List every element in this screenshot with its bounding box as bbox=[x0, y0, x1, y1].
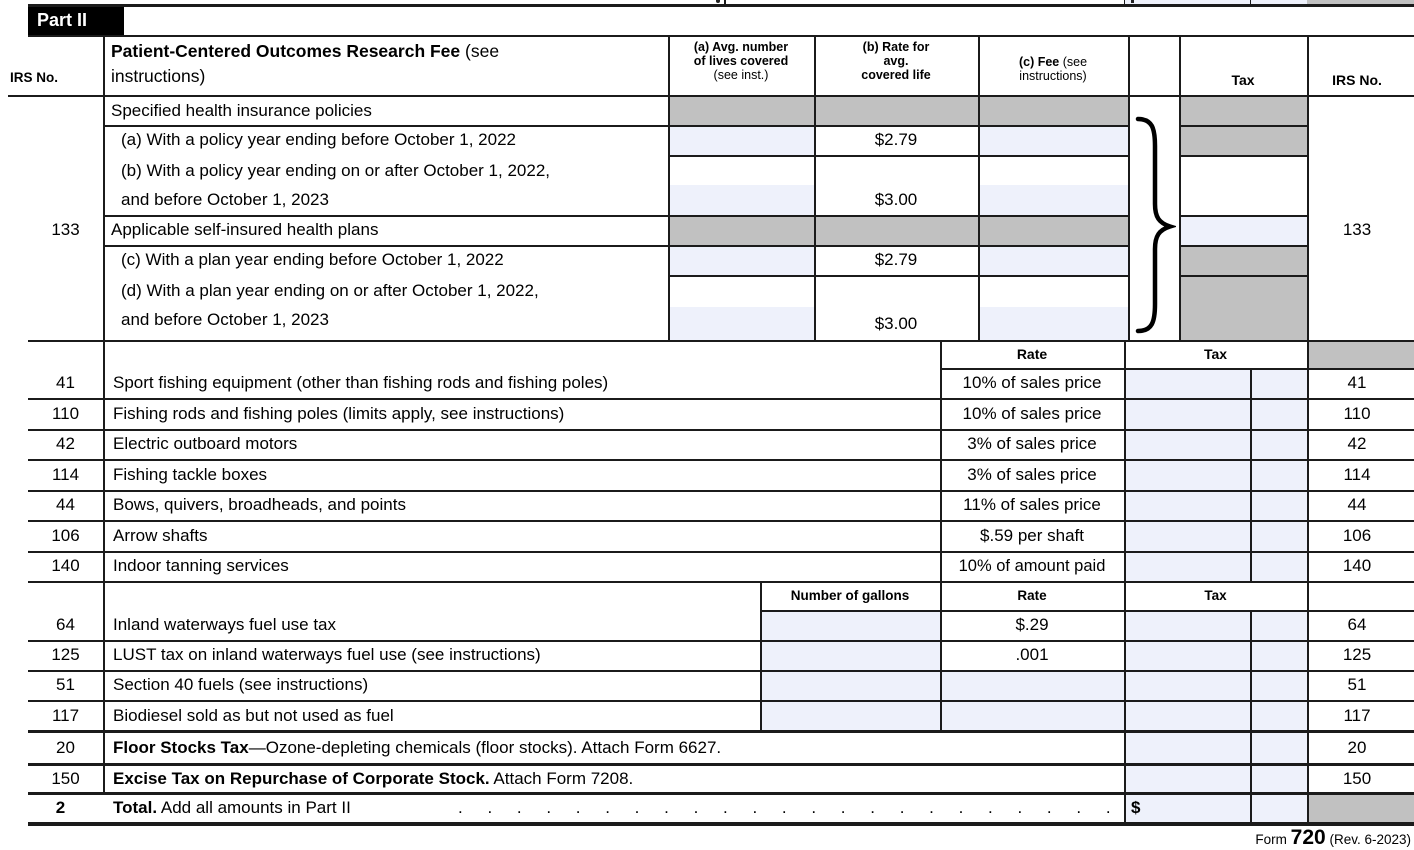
grid-line bbox=[28, 520, 1414, 522]
floor-stocks-bold: Floor Stocks Tax bbox=[113, 738, 249, 757]
col-a-header-line1: (a) Avg. number bbox=[693, 40, 789, 54]
row-desc-floor-stocks bbox=[113, 733, 721, 763]
rate-header-s2: Rate bbox=[1016, 346, 1048, 362]
irs-no-133-left: 133 bbox=[51, 220, 80, 239]
row-desc: Biodiesel sold as but not used as fuel bbox=[113, 706, 394, 725]
gallons-header: Number of gallons bbox=[790, 588, 910, 603]
total-row-label bbox=[113, 794, 351, 822]
pcori-title-line1 bbox=[111, 41, 499, 62]
grid-line bbox=[1179, 245, 1307, 247]
rate-value-a: $2.79 bbox=[874, 130, 918, 149]
floor-stocks-rest: —Ozone-depleting chemicals (floor stocks). Attach Form 6627. bbox=[248, 738, 722, 757]
col-b-header-line1: (b) Rate for bbox=[862, 40, 930, 54]
input-lives-covered-a[interactable] bbox=[668, 125, 814, 155]
row-a-label: (a) With a policy year ending before October 1, 2022 bbox=[121, 130, 516, 149]
rate-value-d: $3.00 bbox=[874, 314, 918, 333]
rate-header-s3: Rate bbox=[1017, 588, 1047, 603]
dot-leaders: . . . . . . . . . . . . . . . . . . . . . . . bbox=[458, 798, 1111, 817]
rate-cell: 10% of amount paid bbox=[958, 557, 1106, 575]
footer-form-word: Form bbox=[1255, 832, 1287, 847]
blocked-cell bbox=[668, 97, 1128, 125]
total-bold: Total. bbox=[113, 798, 158, 817]
footer-form-number: 720 bbox=[1290, 826, 1326, 849]
irs-no-cell: 42 bbox=[1347, 434, 1367, 453]
grid-line bbox=[668, 275, 1128, 277]
input-lives-covered-c[interactable] bbox=[668, 245, 814, 275]
row-desc: Indoor tanning services bbox=[113, 556, 289, 575]
rate-cell: 3% of sales price bbox=[967, 465, 1097, 484]
col-c-header-line1 bbox=[978, 55, 1128, 69]
tax-header-s3: Tax bbox=[1204, 588, 1227, 603]
row-desc: Electric outboard motors bbox=[113, 434, 298, 453]
grid-line bbox=[668, 155, 1128, 157]
pcori-title-line2: instructions) bbox=[111, 66, 206, 86]
row-b-label-line1: (b) With a policy year ending on or after October 1, 2022, bbox=[121, 161, 551, 180]
part1-text-fragment bbox=[716, 0, 720, 3]
irs-no-cell: 117 bbox=[51, 706, 80, 725]
input-tax-column-section2[interactable] bbox=[1124, 368, 1307, 581]
part1-bottom-border bbox=[28, 4, 1414, 7]
irs-no-cell: 44 bbox=[1347, 495, 1367, 514]
grid-line bbox=[1179, 215, 1307, 217]
excise-stock-bold: Excise Tax on Repurchase of Corporate Stock. bbox=[113, 769, 490, 788]
table-bottom-border bbox=[28, 822, 1414, 826]
col-a-header-line3: (see inst.) bbox=[713, 68, 769, 82]
rate-cell: 11% of sales price bbox=[963, 495, 1101, 514]
blocked-cell bbox=[1179, 245, 1307, 275]
total-dollar-sign: $ bbox=[1131, 798, 1141, 817]
input-fee-a[interactable] bbox=[978, 125, 1128, 155]
row-desc: Sport fishing equipment (other than fishing rods and fishing poles) bbox=[113, 373, 609, 392]
irs-no-cell: 41 bbox=[1347, 373, 1367, 392]
col-c-header-tail: (see bbox=[1059, 55, 1088, 69]
rate-cell: 10% of sales price bbox=[962, 373, 1102, 392]
blocked-cell bbox=[1307, 340, 1414, 368]
irs-no-cell: 51 bbox=[1347, 675, 1367, 694]
irs-no-cell: 125 bbox=[1342, 645, 1372, 664]
row-desc: Inland waterways fuel use tax bbox=[113, 615, 337, 634]
irs-no-cell: 140 bbox=[1342, 556, 1372, 575]
irs-no-left-header: IRS No. bbox=[10, 70, 59, 85]
table-top-border bbox=[28, 35, 1414, 37]
row-desc: Fishing tackle boxes bbox=[113, 465, 268, 484]
irs-no-cell: 20 bbox=[56, 738, 75, 757]
row-b-label-line2: and before October 1, 2023 bbox=[121, 190, 329, 209]
pcori-title-bold: Patient-Centered Outcomes Research Fee bbox=[111, 41, 461, 61]
row-applicable-label: Applicable self-insured health plans bbox=[111, 220, 379, 239]
excise-stock-rest: Attach Form 7208. bbox=[489, 769, 634, 788]
blocked-cell bbox=[1179, 97, 1307, 125]
rate-cell: $.59 per shaft bbox=[980, 526, 1084, 545]
col-c-header-line2: instructions) bbox=[1019, 69, 1087, 83]
irs-no-cell: 110 bbox=[51, 404, 80, 423]
col-b-header-line2: avg. bbox=[883, 54, 909, 68]
irs-no-cell: 150 bbox=[1342, 769, 1372, 788]
part1-text-fragment bbox=[1131, 0, 1134, 3]
row-desc: Arrow shafts bbox=[113, 526, 208, 545]
irs-no-133-right: 133 bbox=[1342, 220, 1372, 239]
irs-no-cell: 20 bbox=[1347, 738, 1367, 757]
input-tax-150[interactable] bbox=[1124, 766, 1307, 793]
row-desc: Section 40 fuels (see instructions) bbox=[113, 675, 369, 694]
irs-no-cell: 106 bbox=[1342, 526, 1372, 545]
input-tax-133[interactable] bbox=[1179, 215, 1307, 245]
input-fee-b[interactable] bbox=[978, 185, 1128, 215]
combining-brace-icon bbox=[1130, 116, 1176, 334]
irs-no-cell: 106 bbox=[51, 526, 80, 545]
row-d-label-line2: and before October 1, 2023 bbox=[121, 310, 329, 329]
input-tax-20[interactable] bbox=[1124, 733, 1307, 763]
grid-line bbox=[1179, 125, 1307, 127]
input-lives-covered-b[interactable] bbox=[668, 185, 814, 215]
rate-cell: 10% of sales price bbox=[962, 404, 1102, 423]
input-total-tax[interactable] bbox=[1124, 795, 1307, 822]
irs-no-cell: 140 bbox=[51, 556, 80, 575]
col-c-header-bold: (c) Fee bbox=[1018, 55, 1060, 69]
footer-revision: (Rev. 6-2023) bbox=[1329, 832, 1411, 847]
grid-line bbox=[1179, 275, 1307, 277]
input-fee-d[interactable] bbox=[978, 307, 1128, 340]
blocked-cell bbox=[668, 215, 1128, 245]
col-a-header-line2: of lives covered bbox=[693, 54, 789, 68]
tax-header-s1: Tax bbox=[1231, 72, 1255, 88]
rate-cell: .001 bbox=[1015, 645, 1049, 664]
irs-no-cell: 117 bbox=[1343, 706, 1371, 725]
row-desc: LUST tax on inland waterways fuel use (see instructions) bbox=[113, 645, 541, 664]
irs-no-right-header: IRS No. bbox=[1332, 72, 1382, 88]
blocked-cell bbox=[1179, 125, 1307, 155]
irs-no-cell: 110 bbox=[1343, 404, 1371, 423]
grid-line bbox=[1250, 368, 1252, 582]
irs-no-cell: 114 bbox=[51, 465, 80, 484]
total-rest: Add all amounts in Part II bbox=[157, 798, 351, 817]
irs-no-cell: 51 bbox=[56, 675, 75, 694]
rate-cell: 3% of sales price bbox=[967, 434, 1097, 453]
irs-no-cell: 150 bbox=[51, 769, 80, 788]
irs-no-cell: 42 bbox=[56, 434, 75, 453]
total-line-number: 2 bbox=[55, 798, 66, 817]
pcori-title-tail: (see bbox=[460, 41, 500, 61]
row-d-label-line1: (d) With a plan year ending on or after October 1, 2022, bbox=[121, 281, 539, 300]
irs-no-cell: 64 bbox=[56, 615, 75, 634]
grid-line bbox=[103, 35, 105, 793]
row-c-label: (c) With a plan year ending before October 1, 2022 bbox=[121, 250, 504, 269]
grid-line bbox=[1250, 610, 1252, 731]
irs-no-cell: 44 bbox=[56, 495, 75, 514]
row-desc-excise-stock bbox=[113, 765, 633, 793]
grid-line bbox=[1250, 733, 1252, 823]
irs-no-cell: 125 bbox=[51, 645, 80, 664]
row-desc: Fishing rods and fishing poles (limits apply, see instructions) bbox=[113, 404, 565, 423]
blocked-cell bbox=[1179, 275, 1307, 340]
part-ii-label: Part II bbox=[37, 10, 88, 30]
rate-value-b: $3.00 bbox=[874, 190, 918, 209]
rate-cell: $.29 bbox=[1015, 615, 1049, 634]
irs-no-cell: 64 bbox=[1347, 615, 1367, 634]
irs-no-cell: 114 bbox=[1343, 465, 1371, 484]
row-desc: Bows, quivers, broadheads, and points bbox=[113, 495, 406, 514]
input-lives-covered-d[interactable] bbox=[668, 307, 814, 340]
row-specified-label: Specified health insurance policies bbox=[111, 101, 372, 120]
part-ii-badge bbox=[28, 7, 124, 35]
col-b-header-line3: covered life bbox=[861, 68, 931, 82]
grid-line bbox=[1179, 155, 1307, 157]
input-fee-c[interactable] bbox=[978, 245, 1128, 275]
rate-value-c: $2.79 bbox=[874, 250, 918, 269]
irs-no-cell: 41 bbox=[56, 373, 75, 392]
tax-header-s2: Tax bbox=[1203, 346, 1228, 362]
form-footer bbox=[1255, 826, 1411, 850]
blocked-cell bbox=[1307, 795, 1414, 822]
